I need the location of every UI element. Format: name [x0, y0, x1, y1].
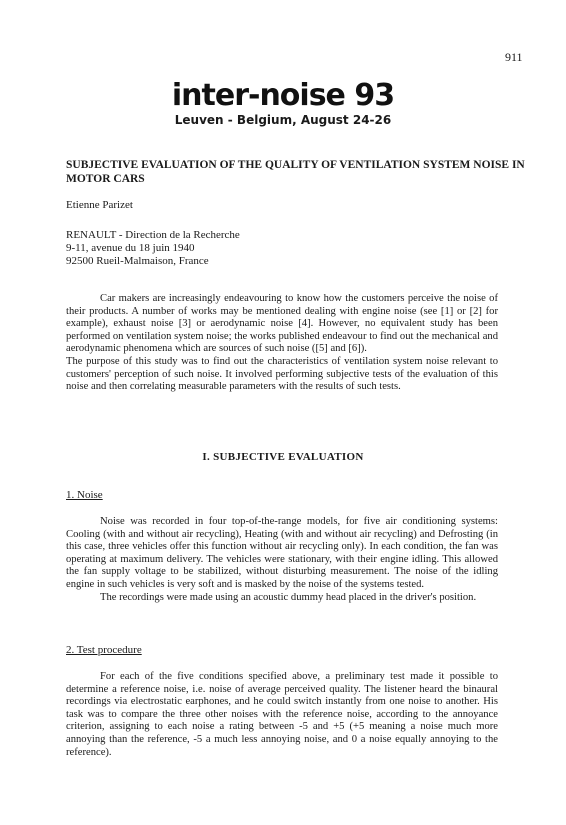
- noise-paragraph: Noise was recorded in four top-of-the-range models, for five air conditioning systems: Cooling (with and without air recycling), Heating (with and without air recycling) and Defrosting (in this case, three vehicles offer this function without air recycling only). In each condition, the fan was operating at maximum delivery. The vehicles were stationary, with their engine idling. This allowed the fan supply voltage to be stabilized, without disturbing measurement. The noise of the idling engine in such vehicles is very soft and is masked by the noise of the systems tested.: [66, 516, 498, 590]
- test-procedure-paragraph: For each of the five conditions specified above, a preliminary test made it possible to determine a reference noise, i.e. noise of average perceived quality. The listener heard the binaural recordings via electrostatic earphones, and he could switch instantly from one noise to another. His task was to compare the three other noises with the reference noise, according to the annoyance criterion, assigning to each noise a rating between -5 and +5 (+5 meaning a noise much more annoying than the reference, -5 a much less annoying noise, and 0 a noise equally annoying to the reference).: [66, 671, 498, 758]
- paper-author: Etienne Parizet: [66, 199, 133, 211]
- noise-paragraph: The recordings were made using an acoustic dummy head placed in the driver's position.: [100, 591, 477, 603]
- paper-title: SUBJECTIVE EVALUATION OF THE QUALITY OF VENTILATION SYSTEM NOISE IN MOTOR CARS: [66, 159, 525, 185]
- subsection-heading-noise: 1. Noise: [66, 489, 103, 501]
- affiliation-line: 92500 Rueil-Malmaison, France: [66, 255, 209, 267]
- section-heading: I. SUBJECTIVE EVALUATION: [202, 451, 364, 463]
- affiliation-line: RENAULT - Direction de la Recherche: [66, 229, 240, 241]
- conference-logo: inter-noise 93: [171, 78, 395, 113]
- author-affiliation: [66, 229, 240, 268]
- subsection-heading-test-procedure: 2. Test procedure: [66, 644, 142, 656]
- introduction: [66, 293, 498, 394]
- affiliation-line: 9-11, avenue du 18 juin 1940: [66, 242, 195, 254]
- noise-section-body: [66, 516, 498, 604]
- test-procedure-body: [66, 671, 498, 759]
- conference-location-date: Leuven - Belgium, August 24-26: [174, 113, 392, 127]
- intro-paragraph: The purpose of this study was to find out the characteristics of ventilation system noise relevant to customers' perception of such noise. It involved performing subjective tests of the evaluation of this noise and then correlating measurable parameters with the results of such tests.: [66, 355, 498, 393]
- page-number: 911: [505, 50, 523, 64]
- intro-paragraph: Car makers are increasingly endeavouring to know how the customers perceive the noise of their products. A number of works may be mentioned dealing with engine noise (see [1] or [2] for example), exhaust noise [3] or aerodynamic noise [4]. However, no equivalent study has been performed on ventilation system noise; the works published endeavour to find out the mechanical and aerodynamic phenomena which are sources of such noise ([5] and [6]).: [66, 293, 498, 355]
